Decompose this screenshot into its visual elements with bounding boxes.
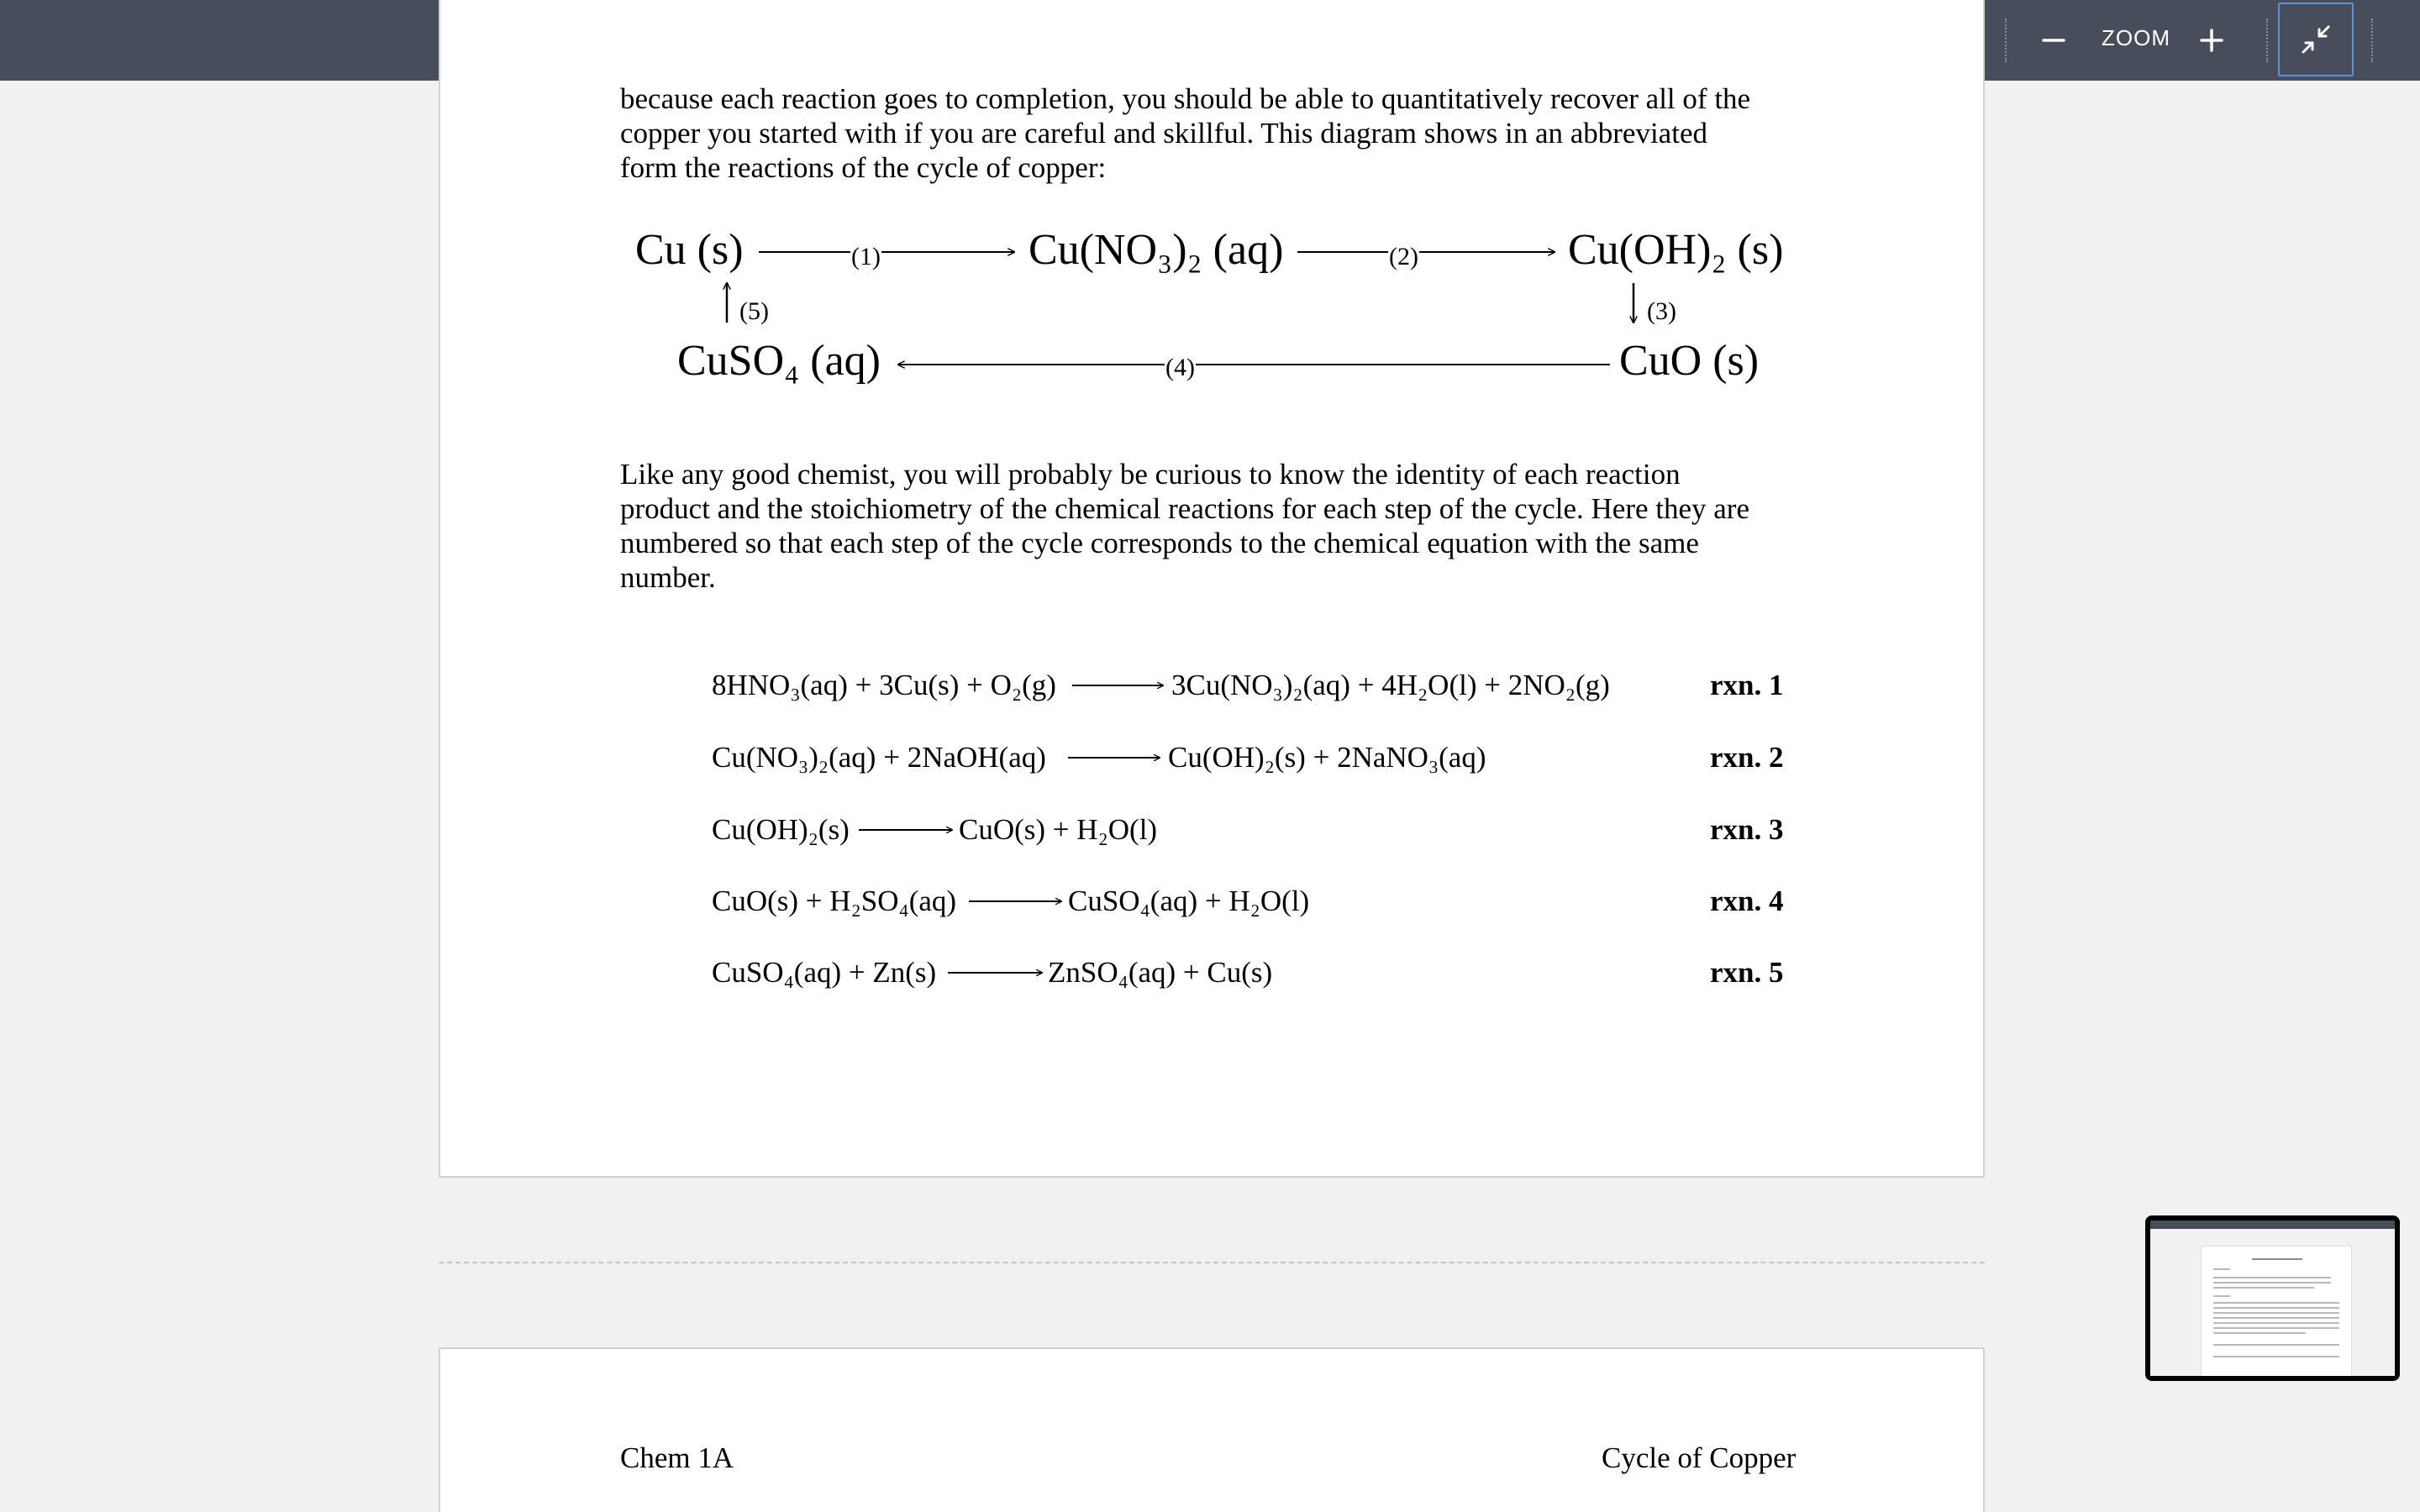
rxn-label-3: rxn. 3: [1710, 813, 1784, 846]
text-line: Like any good chemist, you will probably be curious to know the identity of each reaction: [620, 458, 1681, 491]
cycle-step-1: (1): [851, 243, 881, 270]
thumbnail-page: [2201, 1246, 2352, 1376]
equation-2-products: Cu(OH)₂(s) + 2NaNO₃(aq): [1168, 741, 1486, 774]
equation-3-reactants: Cu(OH)₂(s): [712, 813, 850, 846]
equation-5-reactants: CuSO₄(aq) + Zn(s): [712, 956, 937, 989]
text-line: copper you started with if you are careful and skillful. This diagram shows in an abbreviated: [620, 117, 1707, 150]
cycle-node-cuo: CuO (s): [1619, 337, 1760, 385]
cycle-node-cu-no3: Cu(NO₃)₂ (aq): [1028, 226, 1284, 274]
page-separator: [439, 1262, 1985, 1263]
zoom-label: ZOOM: [2102, 25, 2170, 50]
equation-4-products: CuSO₄(aq) + H₂O(l): [1068, 885, 1310, 917]
cycle-node-cu: Cu (s): [635, 226, 744, 274]
equation-4-reactants: CuO(s) + H₂SO₄(aq): [712, 885, 957, 917]
equation-1-products: 3Cu(NO₃)₂(aq) + 4H₂O(l) + 2NO₂(g): [1171, 669, 1610, 701]
thumbnail-toolbar: [2150, 1221, 2395, 1229]
rxn-label-5: rxn. 5: [1710, 956, 1784, 989]
text-line: numbered so that each step of the cycle corresponds to the chemical equation with the same: [620, 527, 1699, 559]
page2-header-right: Cycle of Copper: [1602, 1441, 1797, 1474]
thumbnail-preview: [2150, 1221, 2395, 1376]
cycle-step-4: (4): [1165, 354, 1195, 381]
equation-3-products: CuO(s) + H₂O(l): [959, 813, 1158, 846]
cycle-step-5: (5): [739, 297, 769, 325]
cycle-node-cu-oh: Cu(OH)₂ (s): [1568, 226, 1784, 274]
cycle-step-2: (2): [1389, 243, 1418, 270]
equation-5-products: ZnSO₄(aq) + Cu(s): [1048, 956, 1273, 989]
rxn-label-4: rxn. 4: [1710, 885, 1784, 917]
cycle-node-cuso4: CuSO₄ (aq): [677, 337, 881, 385]
text-line: because each reaction goes to completion, you should be able to quantitatively recover all of the: [620, 82, 1751, 115]
equation-1-reactants: 8HNO₃(aq) + 3Cu(s) + O₂(g): [712, 669, 1056, 701]
rxn-label-1: rxn. 1: [1710, 669, 1784, 701]
rxn-label-2: rxn. 2: [1710, 741, 1784, 774]
text-line: product and the stoichiometry of the chemical reactions for each step of the cycle. Here they are: [620, 492, 1749, 525]
pdf-page-2: [439, 1347, 1985, 1512]
text-line: form the reactions of the cycle of copper:: [620, 151, 1107, 184]
cycle-step-3: (3): [1647, 297, 1676, 325]
text-line: number.: [620, 561, 716, 594]
page-thumbnail-navigator[interactable]: [2145, 1215, 2400, 1381]
page2-header-left: Chem 1A: [620, 1441, 734, 1474]
equation-2-reactants: Cu(NO₃)₂(aq) + 2NaOH(aq): [712, 741, 1046, 774]
